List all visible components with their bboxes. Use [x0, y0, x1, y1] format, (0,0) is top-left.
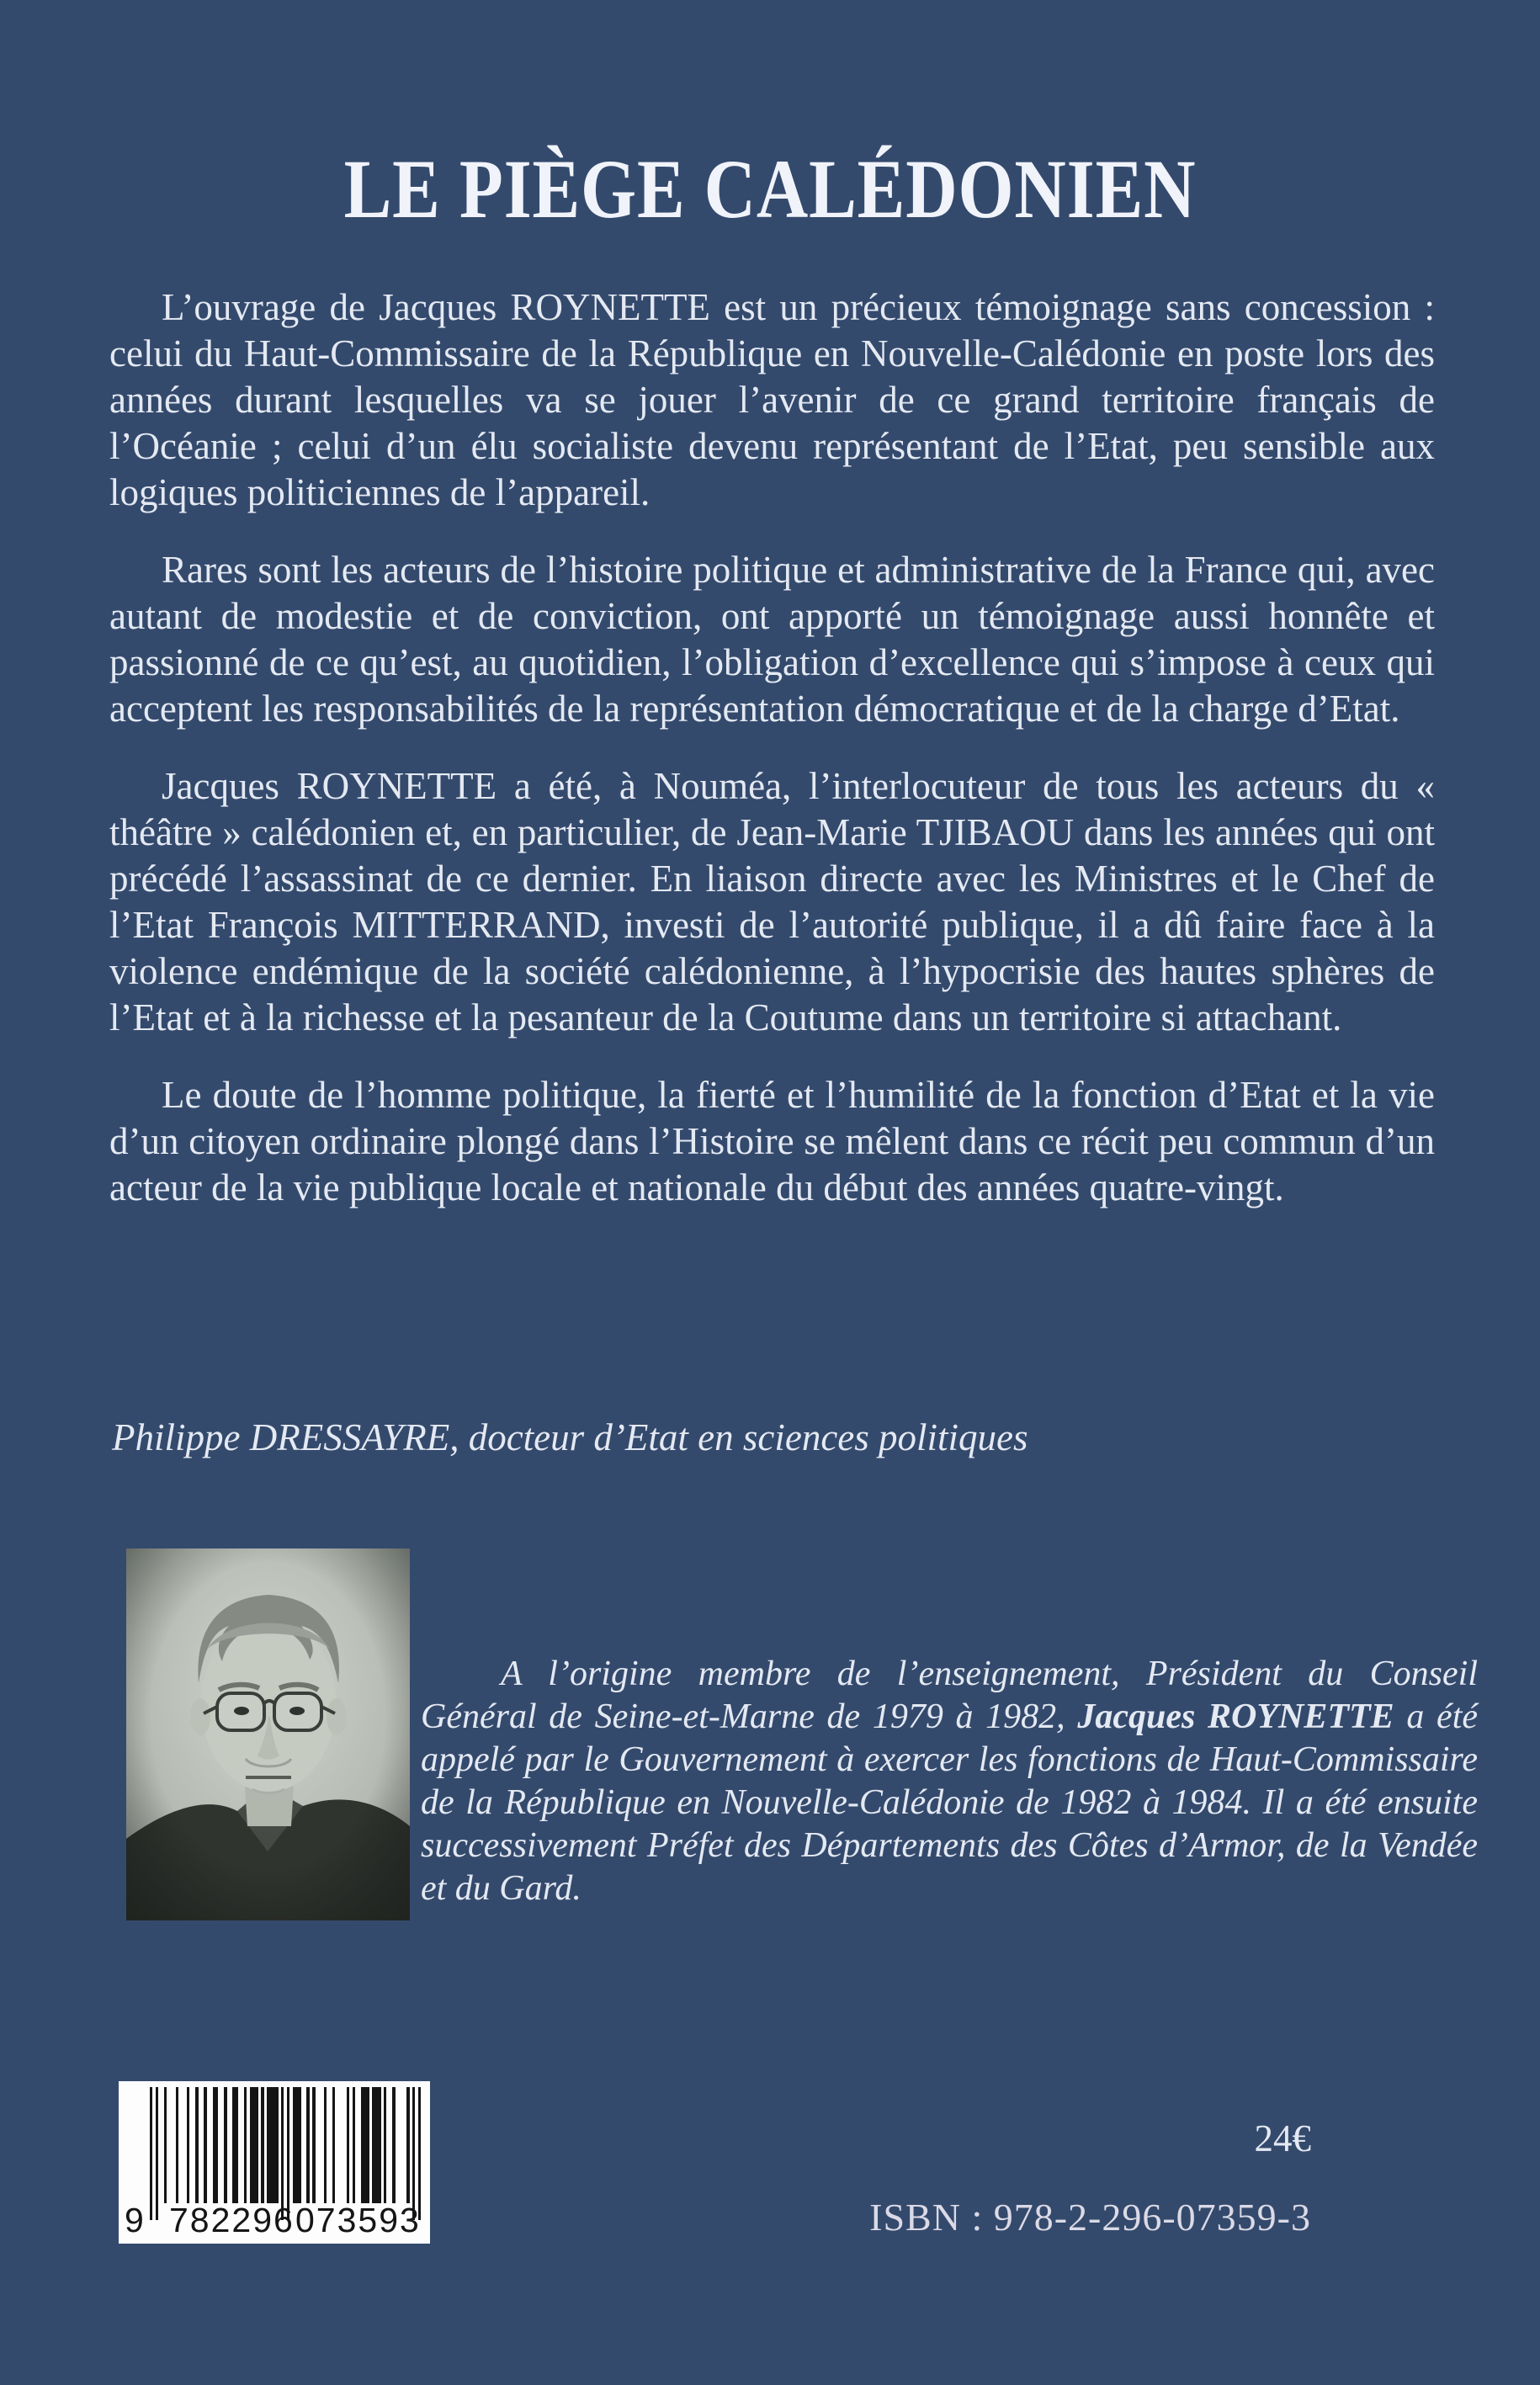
back-cover-blurb	[109, 284, 1435, 1242]
barcode	[119, 2081, 430, 2244]
author-photo	[126, 1548, 410, 1920]
blurb-paragraph-1: L’ouvrage de Jacques ROYNETTE est un précieux témoignage sans concession : celui du Haut-Commissaire de la République en Nouvelle-Calédonie en poste lors des années durant lesquelles va se jouer l’avenir de ce grand territoire français de l’Océanie ; celui d’un élu socialiste devenu représentant de l’Etat, peu sensible aux logiques politiciennes de l’appareil.	[109, 286, 1435, 513]
barcode-digits-left: 782296	[169, 2201, 295, 2239]
reviewer-credit: Philippe DRESSAYRE, docteur d’Etat en sciences politiques	[112, 1416, 1028, 1458]
barcode-digit-first: 9	[125, 2201, 144, 2239]
bio-author-name: Jacques ROYNETTE	[1077, 1697, 1394, 1736]
bio-text-part1: A l’origine membre de l’enseignement, Président du Conseil Général de Seine-et-Marne de 1979 à 1982,	[421, 1655, 1478, 1736]
author-bio	[421, 1653, 1478, 1910]
book-title: LE PIÈGE CALÉDONIEN	[343, 142, 1197, 236]
bio-text-part2: a été appelé par le Gouvernement à exercer les fonctions de Haut-Commissaire de la République en Nouvelle-Calédonie de 1982 à 1984. Il a été ensuite successivement Préfet des Départements des Côtes d’Armor, de la Vendée et du Gard.	[421, 1697, 1479, 1908]
blurb-paragraph-4: Le doute de l’homme politique, la fierté et l’humilité de la fonction d’Etat et la vie d’un citoyen ordinaire plongé dans l’Histoire se mêlent dans ce récit peu commun d’un acteur de la vie publique locale et nationale du début des années quatre-vingt.	[109, 1074, 1435, 1208]
price-label: 24€	[1254, 2117, 1311, 2159]
photo-vignette	[126, 1548, 410, 1920]
isbn-label: ISBN : 978-2-296-07359-3	[869, 2196, 1311, 2239]
barcode-digits-right: 073593	[295, 2201, 421, 2239]
barcode-digits	[119, 2199, 430, 2241]
blurb-paragraph-3: Jacques ROYNETTE a été, à Nouméa, l’interlocuteur de tous les acteurs du « théâtre » calédonien et, en particulier, de Jean-Marie TJIBAOU dans les années qui ont précédé l’assassinat de ce dernier. En liaison directe avec les Ministres et le Chef de l’Etat François MITTERRAND, investi de l’autorité publique, il a dû faire face à la violence endémique de la société calédonienne, à l’hypocrisie des hautes sphères de l’Etat et à la richesse et la pesanteur de la Coutume dans un territoire si attachant.	[109, 765, 1435, 1038]
blurb-paragraph-2: Rares sont les acteurs de l’histoire politique et administrative de la France qui, avec autant de modestie et de conviction, ont apporté un témoignage aussi honnête et passionné de ce qu’est, au quotidien, l’obligation d’excellence qui s’impose à ceux qui acceptent les responsabilités de la représentation démocratique et de la charge d’Etat.	[109, 549, 1435, 730]
